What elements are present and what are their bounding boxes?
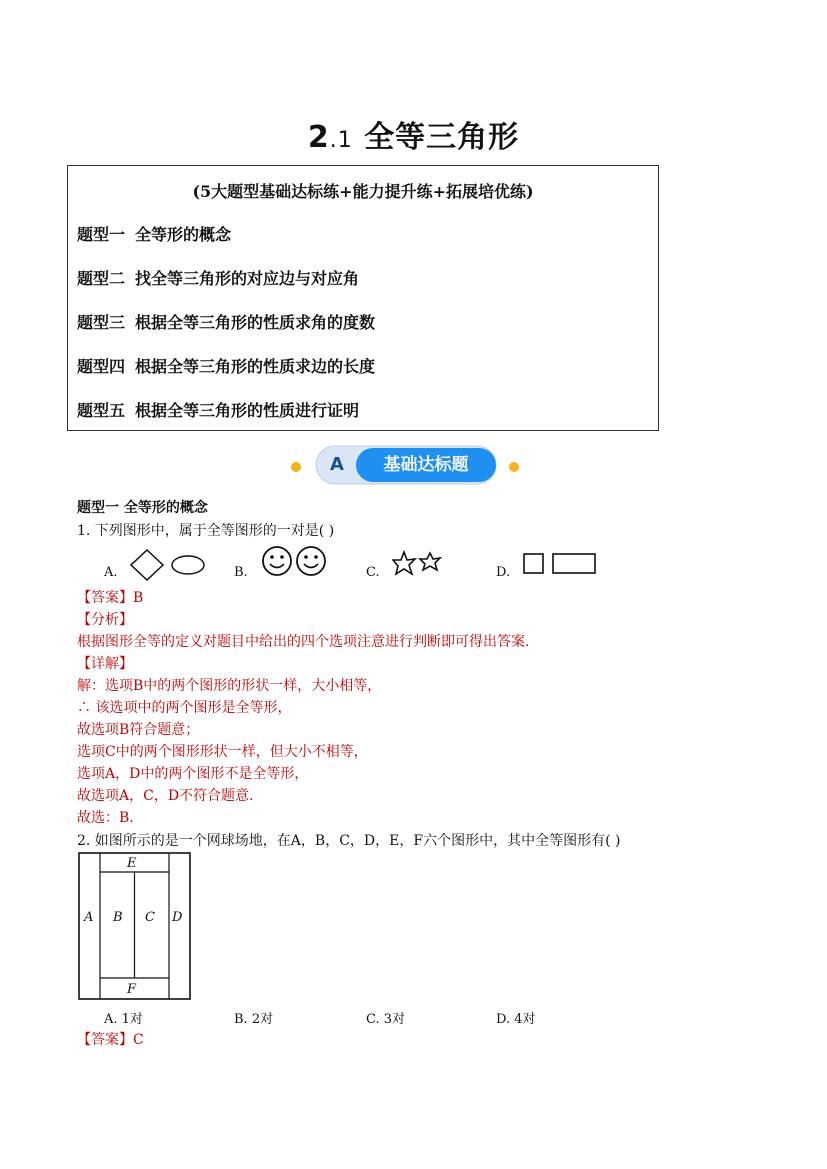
title-number: 2 [307, 120, 330, 155]
q1-analysis-label: 【分析】 [77, 612, 133, 628]
court-label-e: E [127, 856, 137, 871]
type-label: 题型五 [77, 401, 126, 420]
court-label-a: A [84, 910, 94, 925]
type-item-5 [77, 398, 359, 421]
type-name: 全等形的概念 [135, 225, 232, 244]
dot-icon [291, 462, 301, 472]
q1-option-d: D. [496, 565, 511, 580]
q1-option-b: B. [234, 565, 248, 580]
q1-option-a: A. [104, 565, 118, 580]
smiley-icon [263, 547, 291, 575]
q2-option-c: C. 3对 [366, 1012, 406, 1027]
squares-figure [522, 552, 598, 576]
outline-box [67, 165, 659, 431]
dot-icon [509, 462, 519, 472]
type-item-4 [77, 354, 375, 377]
page-title [0, 112, 827, 156]
q1-detail-line: 选项A，D中的两个图形不是全等形， [77, 766, 309, 782]
q1-answer: 【答案】B [77, 590, 144, 606]
banner-letter: A [330, 454, 344, 475]
smiley-icon [297, 547, 325, 575]
type-name: 根据全等三角形的性质进行证明 [135, 401, 360, 420]
court-label-b: B [113, 910, 123, 925]
q1-detail-line: 故选：B. [77, 810, 134, 826]
q1-option-c: C. [366, 565, 380, 580]
q1-detail-line: 故选项B符合题意； [77, 722, 200, 738]
q1-stem: 1. 下列图形中，属于全等图形的一对是( ) [77, 523, 335, 539]
type-name: 根据全等三角形的性质求角的度数 [135, 313, 376, 332]
smiley-faces-figure [261, 545, 331, 579]
q2-option-b: B. 2对 [234, 1012, 274, 1027]
tennis-court-figure [78, 852, 192, 1002]
type-item-3 [77, 310, 375, 333]
type-name: 根据全等三角形的性质求边的长度 [135, 357, 376, 376]
q1-detail-line: ∴ 该选项中的两个图形是全等形， [77, 700, 292, 716]
q2-option-a: A. 1对 [104, 1012, 143, 1027]
type-label: 题型四 [77, 357, 126, 376]
q1-detail-line: 选项C中的两个图形形状一样，但大小不相等， [77, 744, 368, 760]
type-label: 题型一 [77, 225, 126, 244]
banner-text: 基础达标题 [383, 455, 469, 475]
q2-answer: 【答案】C [77, 1032, 144, 1048]
q1-detail-label: 【详解】 [77, 656, 133, 672]
q1-detail-line: 故选项A，C，D不符合题意. [77, 788, 254, 804]
diamond-ellipse-figure [130, 549, 210, 581]
type-label: 题型二 [77, 269, 126, 288]
section-heading: 题型一 全等形的概念 [77, 500, 208, 516]
type-label: 题型三 [77, 313, 126, 332]
type-name: 找全等三角形的对应边与对应角 [135, 269, 360, 288]
q1-detail-line: 解：选项B中的两个图形的形状一样，大小相等， [77, 678, 382, 694]
q2-stem: 2. 如图所示的是一个网球场地，在A，B，C，D，E，F六个图形中，其中全等图形有( ) [77, 833, 621, 849]
title-text: 全等三角形 [364, 120, 520, 155]
star-icon [393, 552, 415, 574]
outline-subtitle: (5大题型基础达标练+能力提升练+拓展培优练) [192, 182, 534, 201]
court-label-f: F [127, 982, 137, 997]
star-icon [420, 553, 440, 570]
type-item-1 [77, 222, 231, 245]
court-label-c: C [145, 910, 155, 925]
q2-option-d: D. 4对 [496, 1012, 536, 1027]
q1-analysis: 根据图形全等的定义对题目中给出的四个选项注意进行判断即可得出答案. [77, 634, 530, 650]
type-item-2 [77, 266, 359, 289]
stars-figure [392, 550, 448, 580]
title-dot: .1 [329, 128, 353, 153]
court-label-d: D [172, 910, 183, 925]
